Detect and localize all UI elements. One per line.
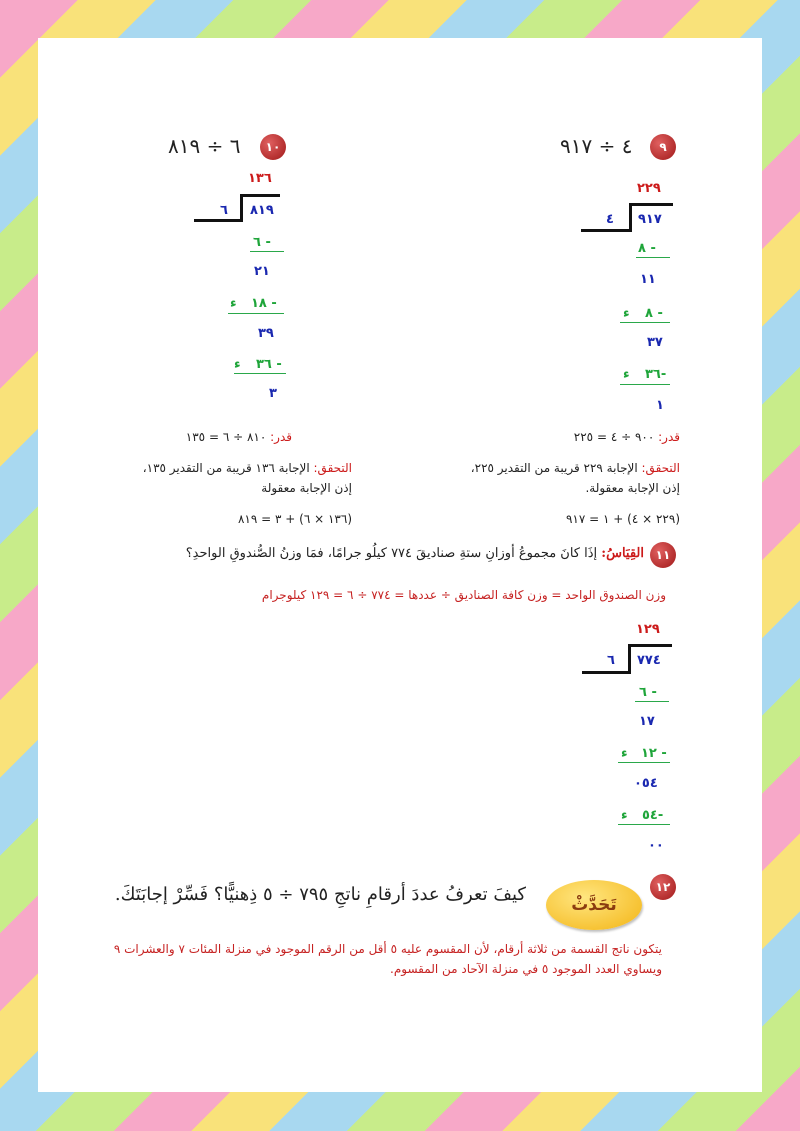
problem-9-remainder-1: ١١ bbox=[640, 272, 656, 287]
estimate-label: قدر: bbox=[658, 430, 680, 444]
problem-11-remainder-1: ١٧ bbox=[639, 714, 655, 729]
problem-11-answer: وزن الصندوق الواحد = وزن كافة الصناديق ÷ عددها = ٧٧٤ ÷ ٦ = ١٢٩ كيلوجرام bbox=[261, 588, 666, 602]
division-bracket-top bbox=[629, 203, 673, 206]
problem-10-check-line-1 bbox=[143, 461, 352, 475]
division-bracket-side bbox=[629, 203, 632, 232]
problem-9-estimate bbox=[574, 430, 680, 444]
problem-10-remainder-2: ٣٩ bbox=[258, 326, 274, 341]
worksheet-page bbox=[38, 38, 762, 1092]
problem-10-line-3 bbox=[234, 373, 286, 374]
problem-9-verify: (٢٢٩ × ٤) + ١ = ٩١٧ bbox=[565, 512, 680, 526]
division-bracket-side bbox=[240, 194, 243, 222]
problem-9-check-line-2: إذن الإجابة معقولة. bbox=[585, 481, 680, 495]
problem-12-badge: ١٢ bbox=[650, 874, 676, 900]
check-label: التحقق: bbox=[641, 461, 680, 475]
problem-9-divisor: ٤ bbox=[606, 212, 614, 227]
problem-11-subtract-1: ٦ - bbox=[639, 685, 657, 700]
problem-10-bringdown-mark-2: ء bbox=[230, 296, 237, 311]
problem-9-subtract-3: ٣٦- bbox=[645, 367, 667, 382]
division-bracket-side bbox=[628, 644, 631, 674]
problem-11-quotient: ١٢٩ bbox=[636, 622, 660, 637]
problem-10-line-2 bbox=[228, 313, 284, 314]
talk-label: تَحَدَّثْ bbox=[571, 895, 617, 915]
problem-11-bringdown-mark-2: ء bbox=[621, 746, 628, 761]
check-label: التحقق: bbox=[313, 461, 352, 475]
problem-11-bringdown-mark-3: ء bbox=[621, 808, 628, 823]
problem-9-expression: ٤ ÷ ٩١٧ bbox=[560, 134, 633, 158]
estimate-expression: ٩٠٠ ÷ ٤ = ٢٢٥ bbox=[573, 430, 655, 444]
problem-10-dividend: ٨١٩ bbox=[250, 203, 274, 218]
problem-10-line-1 bbox=[250, 251, 284, 252]
problem-11-question bbox=[186, 546, 644, 561]
problem-9-badge: ٩ bbox=[650, 134, 676, 160]
problem-11-subtract-3: ٥٤- bbox=[642, 808, 664, 823]
question-text: إذَا كانَ مجموعُ أوزانِ ستةِ صناديقَ ٧٧٤ كيلُو جرامًا، فمَا وزنُ الصُّندوقِ الواحدِ؟ bbox=[185, 546, 598, 561]
problem-12-question: كيفَ تعرفُ عددَ أرقامِ ناتجِ ٧٩٥ ÷ ٥ ذِهنيًّا؟ فَسِّرْ إجابَتَكَ. bbox=[114, 884, 526, 905]
problem-11-remainder-2: ٠٥٤ bbox=[634, 776, 658, 791]
problem-10-divisor: ٦ bbox=[220, 203, 228, 218]
problem-11-dividend: ٧٧٤ bbox=[637, 653, 661, 668]
problem-11-line-1 bbox=[635, 701, 669, 702]
problem-9-quotient: ٢٢٩ bbox=[637, 181, 661, 196]
problem-11-badge: ١١ bbox=[650, 542, 676, 568]
check-text: الإجابة ٢٢٩ قريبة من التقدير ٢٢٥، bbox=[470, 461, 638, 475]
problem-9-check-line-1 bbox=[471, 461, 680, 475]
check-text: الإجابة ١٣٦ قريبة من التقدير ١٣٥، bbox=[142, 461, 310, 475]
problem-9-line-3 bbox=[620, 384, 670, 385]
problem-10-estimate bbox=[186, 430, 292, 444]
problem-10-remainder-3: ٣ bbox=[269, 386, 277, 401]
problem-9-bringdown-mark-3: ء bbox=[623, 367, 630, 382]
measurement-keyword: القِيَاسُ: bbox=[601, 546, 644, 561]
division-bracket-top bbox=[240, 194, 280, 197]
problem-10-badge: ١٠ bbox=[260, 134, 286, 160]
problem-9-line-2 bbox=[620, 322, 670, 323]
problem-10-subtract-1: ٦ - bbox=[253, 235, 271, 250]
division-bracket-bottom bbox=[582, 671, 631, 674]
division-bracket-top bbox=[628, 644, 672, 647]
problem-11-remainder-3: ٠٠ bbox=[648, 838, 664, 853]
problem-11-line-3 bbox=[618, 824, 670, 825]
problem-10-subtract-3: ٣٦ - bbox=[256, 357, 282, 372]
problem-10-quotient: ١٣٦ bbox=[248, 171, 272, 186]
problem-11-subtract-2: ١٢ - bbox=[641, 746, 667, 761]
problem-9-remainder-2: ٣٧ bbox=[647, 335, 663, 350]
problem-12-answer-line-2: ويساوي العدد الموجود ٥ في منزلة الآحاد من المقسوم. bbox=[390, 962, 662, 976]
estimate-label: قدر: bbox=[270, 430, 292, 444]
problem-9-dividend: ٩١٧ bbox=[638, 212, 662, 227]
problem-12-answer-line-1: يتكون ناتج القسمة من ثلاثة أرقام، لأن المقسوم عليه ٥ أقل من الرقم الموجود في منزلة المئات ٧ والعشرات ٩ bbox=[113, 942, 662, 956]
problem-9-subtract-1: ٨ - bbox=[638, 241, 656, 256]
problem-9-bringdown-mark-2: ء bbox=[623, 306, 630, 321]
division-bracket-bottom bbox=[194, 219, 243, 222]
division-bracket-bottom bbox=[581, 229, 632, 232]
problem-10-expression: ٦ ÷ ٨١٩ bbox=[168, 134, 241, 158]
problem-10-bringdown-mark-3: ء bbox=[234, 357, 241, 372]
problem-11-line-2 bbox=[618, 762, 670, 763]
problem-10-verify: (١٣٦ × ٦) + ٣ = ٨١٩ bbox=[237, 512, 352, 526]
problem-9-line-1 bbox=[636, 257, 670, 258]
problem-9-remainder-3: ١ bbox=[656, 398, 664, 413]
problem-11-divisor: ٦ bbox=[607, 653, 615, 668]
problem-10-subtract-2: ١٨ - bbox=[251, 296, 277, 311]
problem-10-remainder-1: ٢١ bbox=[254, 264, 270, 279]
problem-10-check-line-2: إذن الإجابة معقولة bbox=[261, 481, 352, 495]
estimate-expression: ٨١٠ ÷ ٦ = ١٣٥ bbox=[185, 430, 267, 444]
problem-9-subtract-2: ٨ - bbox=[645, 306, 663, 321]
talk-bubble-icon bbox=[546, 880, 642, 930]
